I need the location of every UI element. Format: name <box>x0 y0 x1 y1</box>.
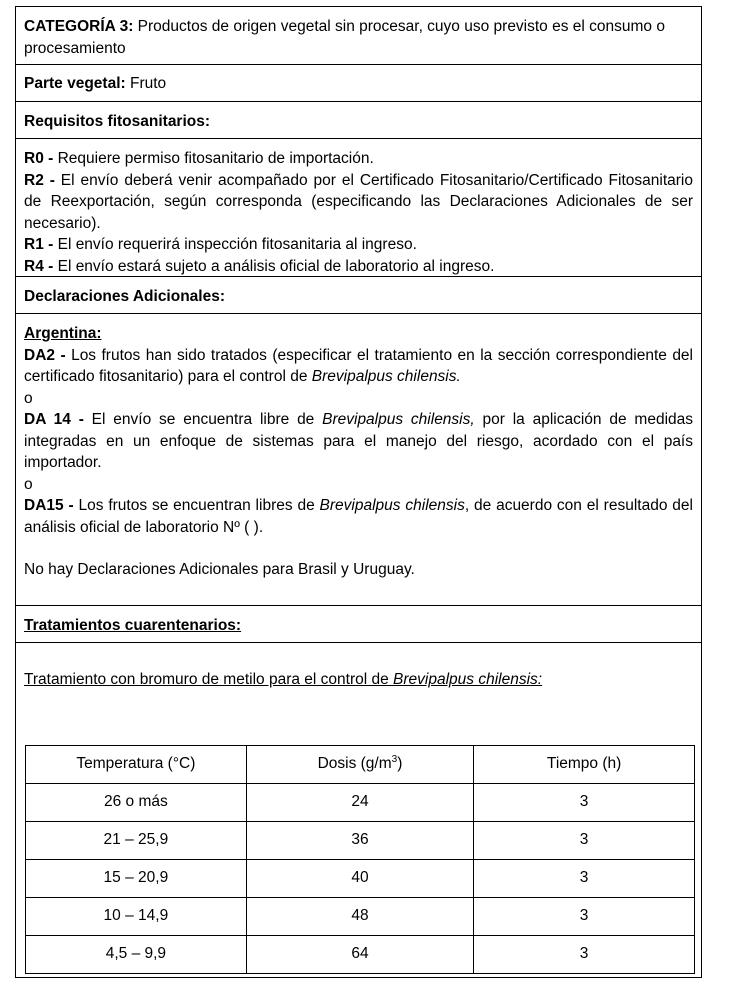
cell-tiempo: 3 <box>474 897 695 935</box>
requirements-heading-row <box>16 102 701 139</box>
species-name: Brevipalpus chilensis <box>319 497 465 514</box>
category-row <box>16 7 701 65</box>
declaration-text: , de acuerdo con el resultado del análisis oficial de laboratorio Nº ( ). <box>24 497 693 536</box>
requirement-code: R4 - <box>24 257 54 275</box>
requirement-text: El envío requerirá inspección fitosanitaria al ingreso. <box>53 236 417 253</box>
declaration-code: DA 14 - <box>24 411 84 428</box>
category-description: Productos de origen vegetal sin procesar, cuyo uso previsto es el consumo o procesamiento <box>24 18 665 57</box>
table-row <box>26 897 695 935</box>
declaration-da15 <box>24 495 693 538</box>
declaration-text: Los frutos se encuentran libres de <box>73 497 320 514</box>
cell-temperatura: 26 o más <box>26 783 247 821</box>
table-row <box>26 821 695 859</box>
requirement-code: R2 - <box>24 171 55 189</box>
requirement-code: R0 - <box>24 150 54 167</box>
table-header-row <box>26 745 695 783</box>
cell-tiempo: 3 <box>474 821 695 859</box>
table-row <box>26 783 695 821</box>
declarations-heading: Declaraciones Adicionales: <box>24 288 226 305</box>
declaration-text: Los frutos han sido tratados (especificar el tratamiento en la sección correspondiente del certificado fitosanitario) para el control de <box>24 346 694 385</box>
treatment-subtitle <box>24 669 693 691</box>
cell-temperatura: 15 – 20,9 <box>26 859 247 897</box>
requirements-heading: Requisitos fitosanitarios: <box>24 113 211 130</box>
declaration-code: DA2 - <box>24 346 66 364</box>
requirement-text: El envío estará sujeto a análisis oficial de laboratorio al ingreso. <box>53 257 495 275</box>
category-text <box>24 16 693 59</box>
requirement-code: R1 - <box>24 236 54 253</box>
column-header-temperatura: Temperatura (°C) <box>26 745 247 783</box>
table-row <box>26 935 695 973</box>
or-separator: o <box>24 389 33 407</box>
column-header-tiempo: Tiempo (h) <box>474 745 695 783</box>
cell-temperatura: 4,5 – 9,9 <box>26 935 247 973</box>
declaration-code: DA15 - <box>24 497 74 514</box>
plant-part-value: Fruto <box>125 75 167 92</box>
species-name: Brevipalpus chilensis, <box>322 411 475 428</box>
cell-dosis: 36 <box>246 821 473 859</box>
requirements-document <box>15 6 702 978</box>
declarations-body <box>16 314 701 606</box>
cell-tiempo: 3 <box>474 783 695 821</box>
declaration-da2 <box>24 345 693 388</box>
requirement-text: Requiere permiso fitosanitario de importación. <box>53 150 374 167</box>
cell-dosis: 24 <box>246 783 473 821</box>
requirement-item <box>24 256 693 278</box>
declaration-text: por la aplicación de medidas integradas en un enfoque de sistemas para el manejo del riesgo, acordado con el país importador. <box>24 411 694 471</box>
treatments-heading-row <box>16 606 701 643</box>
requirement-text: El envío deberá venir acompañado por el Certificado Fitosanitario/Certificado Fitosanitario de Reexportación, según corresponda (especificando las Declaraciones Adicionales de ser necesario). <box>24 171 693 232</box>
cell-tiempo: 3 <box>474 935 695 973</box>
column-header-dosis: Dosis $(g/m^3)$ <box>246 745 473 783</box>
plant-part-label: Parte vegetal: <box>24 75 126 92</box>
or-separator: o <box>24 475 33 493</box>
cell-dosis: 48 <box>246 897 473 935</box>
declarations-note: No hay Declaraciones Adicionales para Brasil y Uruguay. <box>24 561 415 578</box>
declaration-text: El envío se encuentra libre de <box>83 411 323 428</box>
cell-tiempo: 3 <box>474 859 695 897</box>
species-name: Brevipalpus chilensis: <box>393 671 543 688</box>
requirement-item <box>24 148 693 170</box>
requirement-item <box>24 234 693 256</box>
species-name: Brevipalpus chilensis. <box>311 368 461 385</box>
cell-dosis: 64 <box>246 935 473 973</box>
treatment-subtitle-text: Tratamiento con bromuro de metilo para el control de <box>24 671 394 688</box>
declarations-heading-row <box>16 277 701 314</box>
category-label: CATEGORÍA 3: <box>24 18 134 35</box>
requirement-item <box>24 170 693 235</box>
treatments-heading: Tratamientos cuarentenarios: <box>24 617 242 634</box>
requirements-list <box>16 139 701 277</box>
cell-temperatura: 21 – 25,9 <box>26 821 247 859</box>
declaration-da14 <box>24 409 693 474</box>
cell-dosis: 40 <box>246 859 473 897</box>
table-row <box>26 859 695 897</box>
country-heading: Argentina: <box>24 325 102 342</box>
plant-part-row <box>16 65 701 102</box>
dose-table <box>25 745 695 974</box>
treatments-body <box>16 643 701 977</box>
cell-temperatura: 10 – 14,9 <box>26 897 247 935</box>
